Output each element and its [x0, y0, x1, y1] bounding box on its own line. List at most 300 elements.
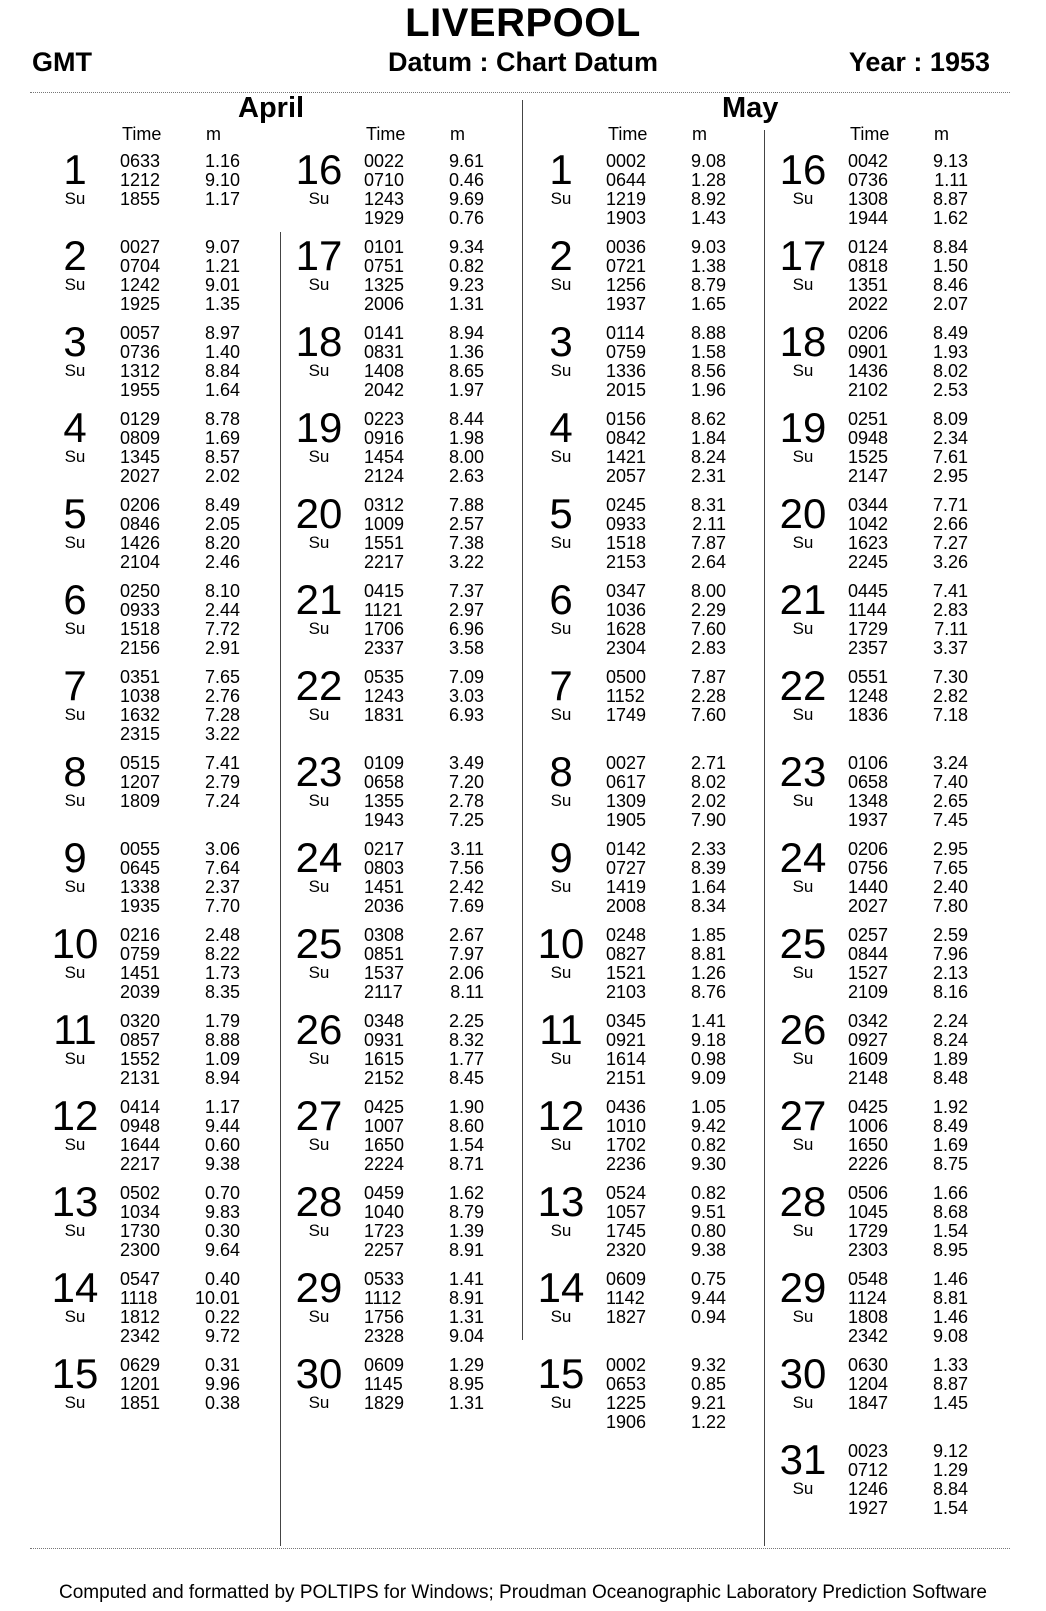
- tide-height: 1.73: [204, 963, 240, 983]
- tide-time: 0916: [364, 428, 405, 448]
- tide-height: 3.26: [932, 552, 968, 572]
- tide-height: 1.35: [204, 294, 240, 314]
- day-of-week: Su: [64, 361, 86, 380]
- day-number: 12: [537, 1092, 585, 1139]
- col-label-height: m: [206, 124, 221, 144]
- tide-time: 2147: [848, 466, 889, 486]
- day-of-week: Su: [792, 1307, 814, 1326]
- tide-height: 1.65: [690, 294, 726, 314]
- tide-height: 1.22: [690, 1412, 726, 1432]
- day-entry: [44, 576, 284, 662]
- day-of-week: Su: [308, 189, 330, 208]
- tide-height: 1.58: [690, 342, 726, 362]
- tide-time: 0933: [120, 600, 161, 620]
- tide-height: 0.60: [204, 1135, 240, 1155]
- day-number: 18: [295, 318, 343, 365]
- tide-height: 1.17: [204, 1097, 240, 1117]
- tide-time: 0002: [606, 151, 647, 171]
- tide-height: 1.41: [690, 1011, 726, 1031]
- tide-height: 3.24: [932, 753, 968, 773]
- tide-time: 1929: [364, 208, 405, 228]
- day-number: 17: [295, 232, 343, 279]
- tide-height: 8.84: [932, 1479, 968, 1499]
- day-number: 4: [63, 404, 87, 451]
- tide-height: 2.37: [204, 877, 240, 897]
- day-of-week: Su: [308, 1049, 330, 1068]
- tide-time: 1338: [120, 877, 161, 897]
- tide-time: 1436: [848, 361, 889, 381]
- tide-time: 2057: [606, 466, 647, 486]
- day-number: 19: [779, 404, 827, 451]
- tide-height: 0.46: [448, 170, 484, 190]
- tide-height: 8.75: [932, 1154, 968, 1174]
- tide-time: 0933: [606, 514, 647, 534]
- tide-height: 2.31: [690, 466, 726, 486]
- day-entry: [530, 662, 770, 748]
- tide-height: 7.88: [448, 495, 484, 515]
- tide-height: 8.76: [690, 982, 726, 1002]
- tide-height: 1.46: [932, 1307, 968, 1327]
- tide-height: 7.96: [932, 944, 968, 964]
- day-of-week: Su: [64, 963, 86, 982]
- day-of-week: Su: [64, 877, 86, 896]
- day-number: 4: [549, 404, 573, 451]
- day-number: 5: [549, 490, 573, 537]
- tide-time: 1847: [848, 1393, 889, 1413]
- day-entry: [288, 404, 528, 490]
- tide-height: 1.31: [448, 1393, 484, 1413]
- tide-height: 2.83: [932, 600, 968, 620]
- day-of-week: Su: [64, 1135, 86, 1154]
- tide-height: 8.65: [448, 361, 484, 381]
- tide-height: 8.11: [450, 982, 484, 1002]
- tide-height: 8.44: [448, 409, 484, 429]
- day-entry: [288, 576, 528, 662]
- tide-time: 0206: [848, 839, 889, 859]
- tide-height: 1.40: [204, 342, 240, 362]
- day-number: 27: [295, 1092, 343, 1139]
- tide-height: 2.42: [448, 877, 484, 897]
- tide-time: 0759: [120, 944, 161, 964]
- tide-time: 0217: [364, 839, 405, 859]
- tide-time: 0818: [848, 256, 889, 276]
- tide-height: 1.96: [690, 380, 726, 400]
- tide-time: 2156: [120, 638, 161, 658]
- tide-time: 2006: [364, 294, 405, 314]
- tide-time: 0633: [120, 151, 161, 171]
- day-of-week: Su: [550, 361, 572, 380]
- day-entry: [530, 834, 770, 920]
- tide-time: 1925: [120, 294, 161, 314]
- tide-height: 1.36: [448, 342, 484, 362]
- tide-height: 8.45: [448, 1068, 484, 1088]
- tide-time: 2109: [848, 982, 889, 1002]
- day-of-week: Su: [308, 1307, 330, 1326]
- tide-height: 2.33: [690, 839, 726, 859]
- tide-height: 7.65: [204, 667, 240, 687]
- tide-height: 2.78: [448, 791, 484, 811]
- day-number: 16: [295, 146, 343, 193]
- day-number: 9: [63, 834, 87, 881]
- tide-time: 1614: [606, 1049, 647, 1069]
- tide-time: 0223: [364, 409, 405, 429]
- tide-height: 2.76: [204, 686, 240, 706]
- tide-height: 2.65: [932, 791, 968, 811]
- tide-time: 1309: [606, 791, 647, 811]
- tide-height: 9.12: [932, 1441, 968, 1461]
- day-entry: [44, 834, 284, 920]
- tide-height: 8.88: [690, 323, 726, 343]
- tide-height: 8.49: [932, 1116, 968, 1136]
- tide-height: 2.67: [448, 925, 484, 945]
- tide-height: 2.97: [448, 600, 484, 620]
- tide-height: 9.44: [690, 1288, 726, 1308]
- tide-height: 7.37: [448, 581, 484, 601]
- day-number: 31: [779, 1436, 827, 1483]
- day-entry: [44, 404, 284, 490]
- tide-time: 1632: [120, 705, 161, 725]
- tide-time: 0425: [364, 1097, 405, 1117]
- day-entry: [772, 576, 1012, 662]
- tide-height: 7.65: [932, 858, 968, 878]
- tide-time: 1219: [606, 189, 647, 209]
- day-of-week: Su: [792, 1221, 814, 1240]
- tide-time: 1927: [848, 1498, 889, 1518]
- tide-time: 0658: [848, 772, 889, 792]
- tide-time: 0759: [606, 342, 647, 362]
- day-of-week: Su: [64, 1049, 86, 1068]
- tide-time: 1440: [848, 877, 889, 897]
- tide-time: 0653: [606, 1374, 647, 1394]
- tide-time: 1525: [848, 447, 889, 467]
- tide-time: 0609: [606, 1269, 647, 1289]
- day-of-week: Su: [550, 275, 572, 294]
- day-entry: [772, 748, 1012, 834]
- tide-time: 0515: [120, 753, 161, 773]
- tide-time: 0533: [364, 1269, 405, 1289]
- tide-height: 1.66: [932, 1183, 968, 1203]
- tide-time: 0721: [606, 256, 647, 276]
- tide-time: 2217: [120, 1154, 161, 1174]
- tide-time: 1007: [364, 1116, 405, 1136]
- day-entry: [530, 318, 770, 404]
- tide-time: 0022: [364, 151, 405, 171]
- tide-height: 8.00: [448, 447, 484, 467]
- tide-height: 2.28: [690, 686, 726, 706]
- day-number: 23: [779, 748, 827, 795]
- tide-height: 8.60: [448, 1116, 484, 1136]
- tide-height: 7.60: [690, 619, 726, 639]
- day-entry: [530, 576, 770, 662]
- tide-height: 9.30: [690, 1154, 726, 1174]
- day-of-week: Su: [550, 705, 572, 724]
- tide-height: 1.62: [932, 208, 968, 228]
- day-of-week: Su: [550, 963, 572, 982]
- tide-time: 1348: [848, 791, 889, 811]
- tide-height: 8.91: [448, 1240, 484, 1260]
- day-entry: [44, 232, 284, 318]
- tide-time: 1552: [120, 1049, 161, 1069]
- day-number: 6: [549, 576, 573, 623]
- tide-time: 0351: [120, 667, 161, 687]
- day-of-week: Su: [64, 619, 86, 638]
- tide-time: 1345: [120, 447, 161, 467]
- day-entry: [288, 662, 528, 748]
- day-entry: [44, 490, 284, 576]
- tide-time: 0617: [606, 772, 647, 792]
- tide-time: 0055: [120, 839, 161, 859]
- tide-height: 7.41: [204, 753, 240, 773]
- tide-time: 1706: [364, 619, 405, 639]
- day-number: 25: [779, 920, 827, 967]
- tide-height: 2.64: [690, 552, 726, 572]
- day-number: 9: [549, 834, 573, 881]
- tide-height: 7.80: [932, 896, 968, 916]
- tide-height: 1.33: [932, 1355, 968, 1375]
- tide-height: 8.22: [204, 944, 240, 964]
- tide-height: 10.01: [194, 1288, 240, 1308]
- tide-height: 7.40: [932, 772, 968, 792]
- tide-height: 9.32: [690, 1355, 726, 1375]
- tide-time: 1421: [606, 447, 647, 467]
- day-entry: [288, 834, 528, 920]
- tide-time: 0524: [606, 1183, 647, 1203]
- day-of-week: Su: [308, 1135, 330, 1154]
- day-entry: [288, 1092, 528, 1178]
- tide-time: 1144: [848, 600, 887, 620]
- tide-time: 0257: [848, 925, 889, 945]
- day-entry: [44, 318, 284, 404]
- tide-height: 7.61: [932, 447, 968, 467]
- tide-time: 1256: [606, 275, 647, 295]
- tide-height: 8.09: [932, 409, 968, 429]
- tide-time: 2315: [120, 724, 161, 744]
- tide-time: 0445: [848, 581, 889, 601]
- tide-height: 2.29: [690, 600, 726, 620]
- col-label-time: Time: [366, 124, 406, 144]
- tide-height: 9.83: [204, 1202, 240, 1222]
- day-of-week: Su: [792, 1049, 814, 1068]
- day-number: 30: [779, 1350, 827, 1397]
- day-of-week: Su: [308, 705, 330, 724]
- tide-height: 9.08: [690, 151, 726, 171]
- tide-height: 7.72: [204, 619, 240, 639]
- month-title-april: April: [238, 92, 305, 124]
- tide-time: 1248: [848, 686, 889, 706]
- tide-time: 1723: [364, 1221, 405, 1241]
- day-of-week: Su: [550, 791, 572, 810]
- tide-height: 8.20: [204, 533, 240, 553]
- day-number: 2: [549, 232, 573, 279]
- day-entry: [772, 490, 1012, 576]
- day-entry: [772, 404, 1012, 490]
- tide-height: 9.72: [204, 1326, 240, 1346]
- tide-time: 0803: [364, 858, 405, 878]
- tide-height: 6.96: [448, 619, 484, 639]
- tide-time: 1756: [364, 1307, 405, 1327]
- col-label-time: Time: [850, 124, 890, 144]
- tide-time: 0535: [364, 667, 405, 687]
- day-number: 7: [63, 662, 87, 709]
- tide-time: 1702: [606, 1135, 647, 1155]
- tide-height: 8.35: [204, 982, 240, 1002]
- tide-time: 1045: [848, 1202, 889, 1222]
- tide-time: 2104: [120, 552, 161, 572]
- day-of-week: Su: [792, 791, 814, 810]
- day-number: 21: [295, 576, 343, 623]
- tide-time: 1905: [606, 810, 647, 830]
- tide-time: 1243: [364, 189, 405, 209]
- tide-time: 1903: [606, 208, 647, 228]
- tide-height: 1.84: [690, 428, 726, 448]
- tide-time: 2042: [364, 380, 405, 400]
- tide-height: 1.16: [204, 151, 240, 171]
- tide-time: 0727: [606, 858, 647, 878]
- tide-height: 1.29: [448, 1355, 484, 1375]
- day-number: 28: [779, 1178, 827, 1225]
- tide-time: 0114: [606, 323, 645, 343]
- month-title-may: May: [722, 92, 779, 124]
- day-of-week: Su: [64, 275, 86, 294]
- tide-height: 0.40: [204, 1269, 240, 1289]
- tide-time: 1325: [364, 275, 405, 295]
- tide-time: 2342: [120, 1326, 161, 1346]
- tide-height: 8.02: [690, 772, 726, 792]
- tide-height: 7.69: [448, 896, 484, 916]
- tide-time: 1855: [120, 189, 161, 209]
- tide-height: 2.53: [932, 380, 968, 400]
- tide-time: 0106: [848, 753, 889, 773]
- day-entry: [44, 1092, 284, 1178]
- tide-time: 1454: [364, 447, 405, 467]
- tide-time: 2153: [606, 552, 647, 572]
- tide-height: 1.54: [448, 1135, 484, 1155]
- tide-height: 2.79: [204, 772, 240, 792]
- tide-height: 7.71: [932, 495, 968, 515]
- datum-label: Datum : Chart Datum: [387, 47, 658, 77]
- tide-height: 1.77: [448, 1049, 484, 1069]
- day-of-week: Su: [64, 189, 86, 208]
- tide-height: 1.43: [690, 208, 726, 228]
- tide-height: 1.09: [204, 1049, 240, 1069]
- tide-time: 0502: [120, 1183, 161, 1203]
- day-of-week: Su: [308, 1221, 330, 1240]
- tide-height: 8.31: [690, 495, 726, 515]
- tide-height: 8.56: [690, 361, 726, 381]
- tide-height: 8.81: [690, 944, 726, 964]
- day-of-week: Su: [550, 1049, 572, 1068]
- tide-time: 1225: [606, 1393, 647, 1413]
- tide-time: 2151: [606, 1068, 647, 1088]
- tide-time: 2342: [848, 1326, 889, 1346]
- tide-time: 1527: [848, 963, 889, 983]
- tide-height: 2.71: [690, 753, 726, 773]
- day-entry: [44, 920, 284, 1006]
- tide-time: 0348: [364, 1011, 405, 1031]
- header-divider: [30, 92, 1010, 93]
- tide-height: 8.91: [448, 1288, 484, 1308]
- tide-time: 0347: [606, 581, 647, 601]
- tide-time: 1851: [120, 1393, 161, 1413]
- tide-height: 9.09: [690, 1068, 726, 1088]
- tide-height: 0.31: [204, 1355, 240, 1375]
- tide-time: 1009: [364, 514, 405, 534]
- tide-height: 1.21: [204, 256, 240, 276]
- tide-time: 0342: [848, 1011, 889, 1031]
- tide-height: 2.82: [932, 686, 968, 706]
- tide-height: 2.07: [932, 294, 968, 314]
- tide-height: 9.03: [690, 237, 726, 257]
- tide-time: 0245: [606, 495, 647, 515]
- tide-height: 8.97: [204, 323, 240, 343]
- day-number: 1: [63, 146, 87, 193]
- tide-height: 2.13: [932, 963, 968, 983]
- day-entry: [530, 146, 770, 232]
- tide-time: 2103: [606, 982, 647, 1002]
- tide-time: 1040: [364, 1202, 405, 1222]
- tide-height: 7.11: [934, 619, 968, 639]
- tide-height: 2.63: [448, 466, 484, 486]
- tide-time: 1729: [848, 619, 889, 639]
- tide-time: 1628: [606, 619, 647, 639]
- tide-height: 9.23: [448, 275, 484, 295]
- day-entry: [44, 1178, 284, 1264]
- tide-height: 2.83: [690, 638, 726, 658]
- day-of-week: Su: [792, 1393, 814, 1412]
- tide-height: 0.38: [204, 1393, 240, 1413]
- tide-time: 1623: [848, 533, 889, 553]
- tide-height: 3.22: [204, 724, 240, 744]
- tide-time: 2102: [848, 380, 889, 400]
- day-entry: [44, 146, 284, 232]
- tide-height: 7.97: [448, 944, 484, 964]
- tide-height: 9.69: [448, 189, 484, 209]
- col-label-height: m: [692, 124, 707, 144]
- tide-height: 3.06: [204, 839, 240, 859]
- tide-time: 0630: [848, 1355, 889, 1375]
- day-entry: [530, 1178, 770, 1264]
- day-of-week: Su: [792, 275, 814, 294]
- tide-height: 8.71: [448, 1154, 484, 1174]
- tide-time: 0308: [364, 925, 405, 945]
- tide-height: 1.64: [690, 877, 726, 897]
- tide-time: 1246: [848, 1479, 889, 1499]
- tide-height: 2.44: [204, 600, 240, 620]
- day-of-week: Su: [792, 877, 814, 896]
- tide-time: 0921: [606, 1030, 647, 1050]
- tide-time: 2036: [364, 896, 405, 916]
- day-entry: [288, 318, 528, 404]
- day-of-week: Su: [792, 963, 814, 982]
- tide-height: 8.02: [932, 361, 968, 381]
- tide-height: 1.54: [932, 1498, 968, 1518]
- tide-time: 0320: [120, 1011, 161, 1031]
- tide-height: 0.22: [204, 1307, 240, 1327]
- tide-time: 0644: [606, 170, 647, 190]
- tide-height: 1.64: [204, 380, 240, 400]
- tide-time: 0500: [606, 667, 647, 687]
- tide-height: 2.25: [448, 1011, 484, 1031]
- day-entry: [44, 1264, 284, 1350]
- tide-time: 1955: [120, 380, 161, 400]
- tide-time: 1650: [848, 1135, 889, 1155]
- day-entry: [772, 1264, 1012, 1350]
- tide-height: 2.95: [932, 466, 968, 486]
- tide-height: 1.29: [932, 1460, 968, 1480]
- tide-time: 0827: [606, 944, 647, 964]
- tide-height: 7.20: [448, 772, 484, 792]
- tide-height: 3.49: [448, 753, 484, 773]
